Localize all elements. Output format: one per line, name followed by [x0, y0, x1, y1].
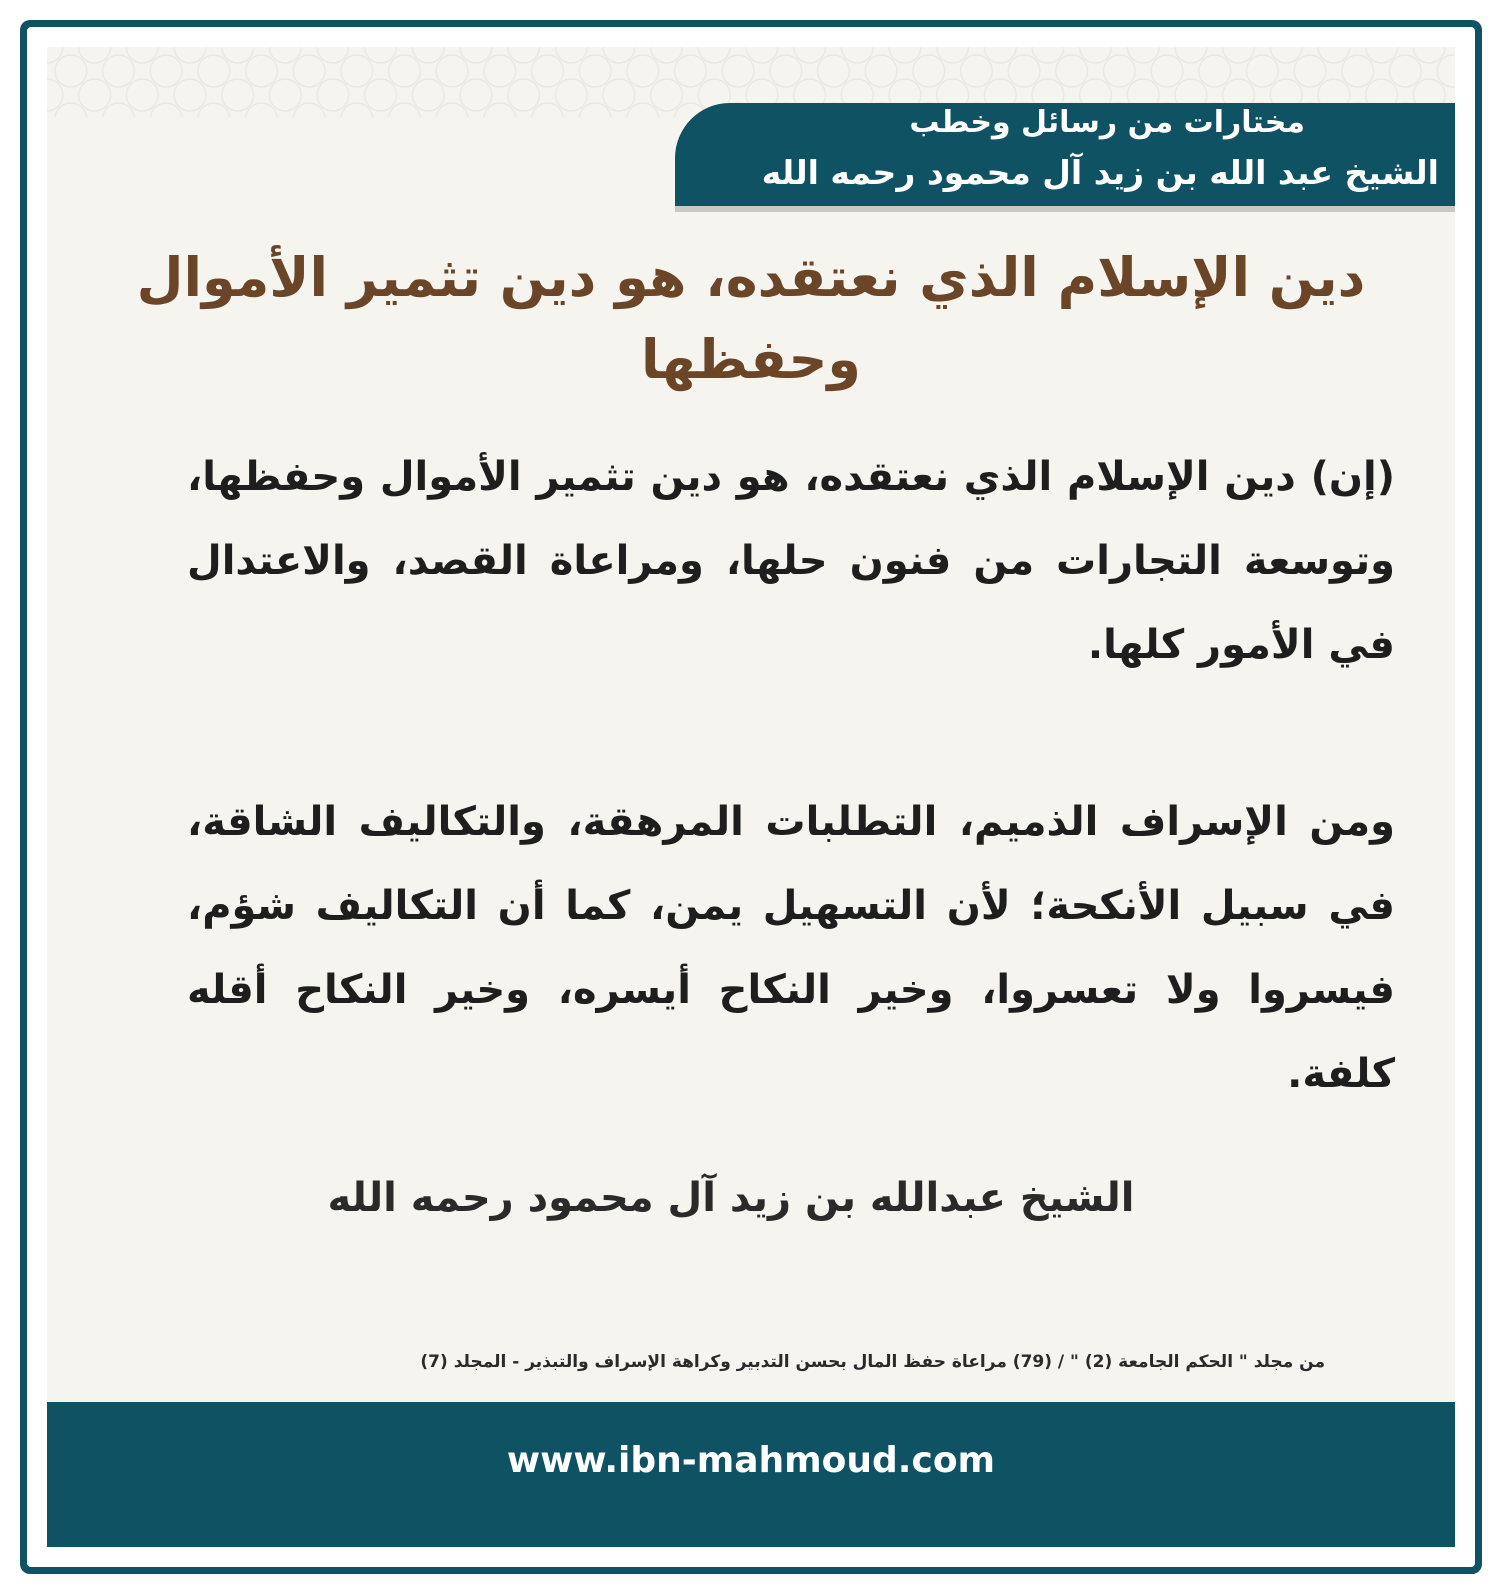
source-citation: من مجلد " الحكم الجامعة (2) " / (79) مراعاة حفظ المال بحسن التدبير وكراهة الإسراف والتبذير - المجلد (7) — [420, 1352, 1325, 1372]
header-author: الشيخ عبد الله بن زيد آل محمود رحمه الله — [761, 153, 1439, 192]
header-banner — [675, 103, 1455, 206]
paragraph-2: ومن الإسراف الذميم، التطلبات المرهقة، والتكاليف الشاقة، في سبيل الأنكحة؛ لأن التسهيل يمن، كما أن التكاليف شؤم، فيسروا ولا تعسروا، وخير النكاح أيسره، وخير النكاح أقله كلفة. — [187, 799, 1395, 1097]
page-title: دين الإسلام الذي نعتقده، هو دين تثمير الأموال وحفظها — [136, 246, 1366, 391]
header-subtitle: مختارات من رسائل وخطب — [909, 105, 1305, 140]
signature-text: الشيخ عبدالله بن زيد آل محمود رحمه الله — [327, 1175, 1135, 1221]
footer — [47, 1402, 1455, 1547]
outer-frame — [20, 20, 1482, 1574]
frame-border — [27, 27, 1475, 1567]
website-link[interactable]: www.ibn-mahmoud.com — [506, 1440, 996, 1481]
paragraph-1: (إن) دين الإسلام الذي نعتقده، هو دين تثمير الأموال وحفظها، وتوسعة التجارات من فنون حلها، ومراعاة القصد، والاعتدال في الأمور كلها. — [187, 454, 1395, 668]
card — [47, 47, 1455, 1547]
signature — [47, 1175, 1455, 1221]
